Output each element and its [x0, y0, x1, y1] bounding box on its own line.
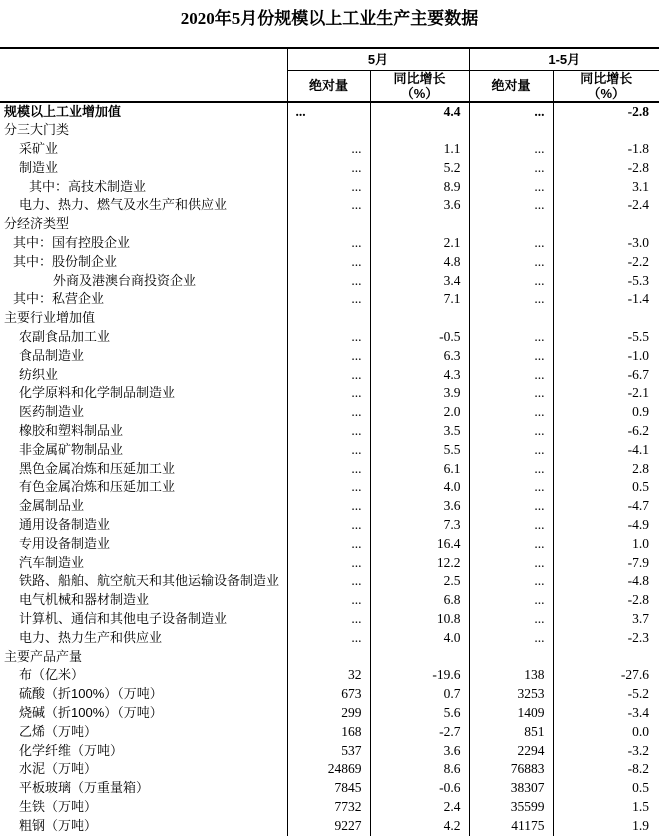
cell-may-growth: 3.4: [370, 272, 469, 291]
row-label: 电力、热力生产和供应业: [19, 629, 163, 645]
row-label: 生铁（万吨）: [19, 798, 98, 814]
table-row: [0, 384, 659, 403]
cell-cum-growth: -2.4: [553, 196, 659, 215]
table-body: [0, 102, 659, 836]
table-row: [0, 723, 659, 742]
cell-cum-growth: -5.3: [553, 272, 659, 291]
cell-cum-growth: 0.0: [553, 723, 659, 742]
cell-may-growth: 4.8: [370, 253, 469, 272]
section-row: [0, 648, 659, 667]
cell-may-growth: 6.8: [370, 591, 469, 610]
cell-may-growth: 4.4: [370, 102, 469, 122]
header-growth-line2: （%）: [400, 85, 439, 101]
cell-may-absolute: ...: [287, 591, 370, 610]
cell-cum-absolute: [469, 215, 553, 234]
cell-may-growth: [370, 648, 469, 667]
table-row: [0, 290, 659, 309]
row-label: 食品制造业: [19, 347, 85, 363]
table-row: [0, 685, 659, 704]
table-row: [0, 328, 659, 347]
cell-cum-growth: -7.9: [553, 554, 659, 573]
header-period-may: 5月: [287, 48, 469, 70]
cell-cum-absolute: [469, 648, 553, 667]
cell-may-growth: [370, 215, 469, 234]
cell-cum-absolute: ...: [469, 290, 553, 309]
row-label: 水泥（万吨）: [19, 761, 98, 777]
cell-may-absolute: ...: [287, 422, 370, 441]
cell-may-absolute: 537: [287, 742, 370, 761]
table-row: [0, 497, 659, 516]
cell-may-growth: 4.3: [370, 366, 469, 385]
table-row: [0, 102, 659, 122]
row-label: 硫酸（折100%）（万吨）: [19, 686, 163, 702]
cell-cum-absolute: 38307: [469, 779, 553, 798]
cell-cum-absolute: ...: [469, 460, 553, 479]
cell-may-growth: 6.1: [370, 460, 469, 479]
row-label: 烧碱（折100%）（万吨）: [19, 705, 163, 720]
row-label: 农副食品加工业: [19, 329, 111, 345]
table-row: [0, 591, 659, 610]
cell-cum-growth: 3.7: [553, 610, 659, 629]
row-label: 主要行业增加值: [4, 310, 96, 326]
cell-may-absolute: 299: [287, 704, 370, 723]
row-label: 通用设备制造业: [19, 517, 111, 533]
page-title: 2020年5月份规模以上工业生产主要数据: [180, 9, 479, 28]
cell-cum-absolute: 1409: [469, 704, 553, 723]
table-row: [0, 159, 659, 178]
cell-cum-absolute: ...: [469, 366, 553, 385]
row-label: 化学纤维（万吨）: [19, 742, 124, 758]
cell-may-absolute: ...: [287, 384, 370, 403]
table-row: [0, 554, 659, 573]
cell-cum-absolute: ...: [469, 384, 553, 403]
cell-cum-absolute: 138: [469, 666, 553, 685]
cell-may-absolute: ...: [287, 347, 370, 366]
row-label: 黑色金属冶炼和压延加工业: [19, 460, 176, 476]
cell-may-growth: 2.1: [370, 234, 469, 253]
cell-cum-growth: -4.8: [553, 572, 659, 591]
row-label: 化学原料和化学制品制造业: [19, 385, 176, 401]
cell-cum-absolute: ...: [469, 554, 553, 573]
cell-may-absolute: 32: [287, 666, 370, 685]
table-row: [0, 704, 659, 723]
cell-may-absolute: ...: [287, 328, 370, 347]
cell-cum-growth: [553, 309, 659, 328]
cell-cum-growth: -2.8: [553, 591, 659, 610]
header-growth-line1: 同比增长: [580, 70, 633, 86]
cell-may-absolute: ...: [287, 159, 370, 178]
cell-cum-growth: -5.2: [553, 685, 659, 704]
cell-may-growth: 16.4: [370, 535, 469, 554]
cell-cum-growth: -2.1: [553, 384, 659, 403]
section-row: [0, 215, 659, 234]
row-label: 专用设备制造业: [19, 535, 111, 551]
cell-may-absolute: ...: [287, 441, 370, 460]
row-label: 其中：国有控股企业: [13, 235, 131, 251]
cell-cum-growth: 0.5: [553, 478, 659, 497]
cell-cum-absolute: ...: [469, 629, 553, 648]
cell-may-absolute: [287, 648, 370, 667]
cell-cum-absolute: ...: [469, 591, 553, 610]
cell-may-absolute: [287, 309, 370, 328]
cell-cum-growth: 3.1: [553, 178, 659, 197]
table-row: [0, 610, 659, 629]
cell-may-absolute: ...: [287, 516, 370, 535]
cell-may-absolute: 673: [287, 685, 370, 704]
cell-may-growth: 5.2: [370, 159, 469, 178]
cell-cum-absolute: ...: [469, 234, 553, 253]
cell-may-growth: [370, 309, 469, 328]
table-row: [0, 234, 659, 253]
cell-may-growth: 3.6: [370, 497, 469, 516]
cell-cum-absolute: ...: [469, 347, 553, 366]
row-label: 外商及港澳台商投资企业: [53, 272, 197, 288]
industrial-data-table: [0, 47, 659, 836]
header-cum-growth: [553, 70, 659, 102]
cell-cum-growth: -3.2: [553, 742, 659, 761]
cell-cum-growth: 0.9: [553, 403, 659, 422]
table-row: [0, 347, 659, 366]
section-row: [0, 121, 659, 140]
cell-cum-absolute: 3253: [469, 685, 553, 704]
cell-cum-growth: 2.8: [553, 460, 659, 479]
header-indicator-cell: [0, 48, 287, 102]
cell-may-absolute: [287, 121, 370, 140]
cell-may-absolute: ...: [287, 178, 370, 197]
cell-cum-growth: -2.3: [553, 629, 659, 648]
cell-cum-growth: -1.8: [553, 140, 659, 159]
cell-cum-absolute: 41175: [469, 817, 553, 836]
cell-may-growth: 4.2: [370, 817, 469, 836]
cell-may-absolute: ...: [287, 290, 370, 309]
cell-may-growth: 10.8: [370, 610, 469, 629]
cell-cum-absolute: ...: [469, 140, 553, 159]
cell-may-growth: -0.6: [370, 779, 469, 798]
cell-may-growth: [370, 121, 469, 140]
cell-may-absolute: ...: [287, 196, 370, 215]
cell-cum-absolute: ...: [469, 422, 553, 441]
cell-may-growth: 8.9: [370, 178, 469, 197]
row-label: 制造业: [19, 159, 59, 175]
cell-may-absolute: ...: [287, 366, 370, 385]
cell-cum-absolute: 76883: [469, 760, 553, 779]
cell-may-absolute: 168: [287, 723, 370, 742]
cell-cum-growth: -27.6: [553, 666, 659, 685]
cell-cum-absolute: ...: [469, 441, 553, 460]
table-row: [0, 403, 659, 422]
table-row: [0, 516, 659, 535]
cell-cum-absolute: ...: [469, 516, 553, 535]
header-may-absolute: 绝对量: [287, 70, 370, 102]
row-label: 有色金属冶炼和压延加工业: [19, 479, 176, 495]
cell-cum-absolute: ...: [469, 478, 553, 497]
row-label: 纺织业: [19, 366, 59, 382]
cell-may-absolute: [287, 215, 370, 234]
header-period-row: [0, 48, 659, 70]
row-label: 非金属矿物制品业: [19, 441, 124, 457]
row-label: 医药制造业: [19, 404, 85, 420]
cell-cum-growth: [553, 215, 659, 234]
cell-may-growth: 3.6: [370, 196, 469, 215]
cell-may-growth: 5.5: [370, 441, 469, 460]
header-may-growth: [370, 70, 469, 102]
row-label: 铁路、船舶、航空航天和其他运输设备制造业: [19, 573, 280, 589]
table-row: [0, 629, 659, 648]
row-label: 电气机械和器材制造业: [19, 592, 150, 608]
cell-may-growth: 8.6: [370, 760, 469, 779]
row-label: 分三大门类: [4, 122, 70, 138]
row-label: 其中：高技术制造业: [29, 178, 147, 194]
cell-may-growth: 3.5: [370, 422, 469, 441]
cell-may-growth: -0.5: [370, 328, 469, 347]
cell-may-absolute: ...: [287, 460, 370, 479]
cell-may-absolute: ...: [287, 478, 370, 497]
table-row: [0, 253, 659, 272]
table-row: [0, 196, 659, 215]
cell-cum-growth: -2.8: [553, 102, 659, 122]
cell-cum-growth: 1.0: [553, 535, 659, 554]
table-row: [0, 742, 659, 761]
cell-may-absolute: ...: [287, 535, 370, 554]
row-label: 乙烯（万吨）: [19, 723, 98, 739]
table-row: [0, 760, 659, 779]
cell-cum-absolute: [469, 121, 553, 140]
cell-may-growth: 7.3: [370, 516, 469, 535]
cell-cum-absolute: ...: [469, 159, 553, 178]
cell-may-growth: 3.9: [370, 384, 469, 403]
cell-may-growth: 3.6: [370, 742, 469, 761]
row-label: 粗钢（万吨）: [19, 817, 98, 833]
cell-cum-growth: -3.0: [553, 234, 659, 253]
cell-cum-growth: -3.4: [553, 704, 659, 723]
cell-may-absolute: ...: [287, 610, 370, 629]
cell-cum-absolute: ...: [469, 328, 553, 347]
table-row: [0, 798, 659, 817]
cell-cum-growth: -4.7: [553, 497, 659, 516]
table-row: [0, 817, 659, 836]
cell-cum-absolute: 35599: [469, 798, 553, 817]
cell-may-growth: 4.0: [370, 478, 469, 497]
cell-may-growth: 7.1: [370, 290, 469, 309]
cell-may-growth: 5.6: [370, 704, 469, 723]
table-row: [0, 478, 659, 497]
cell-may-absolute: ...: [287, 253, 370, 272]
table-row: [0, 366, 659, 385]
cell-cum-growth: -6.7: [553, 366, 659, 385]
row-label: 计算机、通信和其他电子设备制造业: [19, 611, 228, 627]
cell-cum-absolute: 851: [469, 723, 553, 742]
cell-may-absolute: ...: [287, 629, 370, 648]
table-row: [0, 779, 659, 798]
header-period-cumulative: 1-5月: [469, 48, 659, 70]
cell-cum-absolute: ...: [469, 178, 553, 197]
cell-cum-growth: -4.1: [553, 441, 659, 460]
cell-may-absolute: ...: [287, 234, 370, 253]
cell-cum-absolute: ...: [469, 403, 553, 422]
table-row: [0, 178, 659, 197]
cell-may-absolute: ...: [287, 403, 370, 422]
cell-cum-absolute: ...: [469, 196, 553, 215]
cell-cum-absolute: ...: [469, 253, 553, 272]
cell-may-absolute: ...: [287, 140, 370, 159]
cell-cum-growth: -4.9: [553, 516, 659, 535]
row-label: 分经济类型: [4, 216, 70, 232]
cell-may-growth: 6.3: [370, 347, 469, 366]
table-row: [0, 441, 659, 460]
row-label: 金属制品业: [19, 498, 85, 514]
row-label: 电力、热力、燃气及水生产和供应业: [19, 197, 228, 213]
cell-cum-absolute: ...: [469, 610, 553, 629]
row-label: 橡胶和塑料制品业: [19, 423, 124, 439]
cell-may-absolute: ...: [287, 102, 370, 122]
section-row: [0, 309, 659, 328]
row-label: 汽车制造业: [19, 554, 85, 570]
cell-cum-growth: -6.2: [553, 422, 659, 441]
table-row: [0, 272, 659, 291]
row-label: 布（亿米）: [19, 667, 85, 683]
table-row: [0, 422, 659, 441]
table-row: [0, 460, 659, 479]
row-label: 其中：股份制企业: [13, 253, 118, 269]
cell-may-absolute: ...: [287, 497, 370, 516]
cell-cum-growth: -2.2: [553, 253, 659, 272]
cell-may-absolute: 9227: [287, 817, 370, 836]
table-header: [0, 48, 659, 102]
table-row: [0, 572, 659, 591]
cell-may-growth: 2.0: [370, 403, 469, 422]
cell-may-absolute: 7845: [287, 779, 370, 798]
cell-cum-growth: -1.4: [553, 290, 659, 309]
cell-may-growth: 0.7: [370, 685, 469, 704]
cell-may-growth: 2.4: [370, 798, 469, 817]
cell-cum-growth: 0.5: [553, 779, 659, 798]
cell-may-growth: -2.7: [370, 723, 469, 742]
header-cum-absolute: 绝对量: [469, 70, 553, 102]
cell-cum-absolute: [469, 309, 553, 328]
header-growth-line1: 同比增长: [393, 70, 446, 86]
cell-may-absolute: ...: [287, 554, 370, 573]
row-label: 规模以上工业增加值: [4, 103, 122, 119]
table-row: [0, 666, 659, 685]
cell-cum-absolute: ...: [469, 102, 553, 122]
cell-cum-absolute: ...: [469, 572, 553, 591]
cell-may-growth: 1.1: [370, 140, 469, 159]
cell-cum-growth: 1.9: [553, 817, 659, 836]
row-label: 采矿业: [19, 141, 59, 157]
cell-may-absolute: 7732: [287, 798, 370, 817]
cell-cum-absolute: ...: [469, 497, 553, 516]
cell-cum-growth: 1.5: [553, 798, 659, 817]
cell-cum-growth: [553, 648, 659, 667]
cell-cum-absolute: 2294: [469, 742, 553, 761]
cell-cum-growth: [553, 121, 659, 140]
cell-may-absolute: ...: [287, 572, 370, 591]
cell-may-growth: 2.5: [370, 572, 469, 591]
cell-cum-growth: -8.2: [553, 760, 659, 779]
header-growth-line2: （%）: [587, 85, 626, 101]
cell-cum-growth: -2.8: [553, 159, 659, 178]
table-row: [0, 140, 659, 159]
row-label: 平板玻璃（万重量箱）: [19, 780, 150, 796]
cell-may-absolute: 24869: [287, 760, 370, 779]
row-label: 其中：私营企业: [13, 291, 105, 307]
cell-may-growth: -19.6: [370, 666, 469, 685]
cell-cum-growth: -5.5: [553, 328, 659, 347]
row-label: 主要产品产量: [4, 648, 83, 664]
cell-may-growth: 12.2: [370, 554, 469, 573]
cell-cum-absolute: ...: [469, 272, 553, 291]
table-row: [0, 535, 659, 554]
cell-cum-absolute: ...: [469, 535, 553, 554]
cell-cum-growth: -1.0: [553, 347, 659, 366]
cell-may-growth: 4.0: [370, 629, 469, 648]
cell-may-absolute: ...: [287, 272, 370, 291]
